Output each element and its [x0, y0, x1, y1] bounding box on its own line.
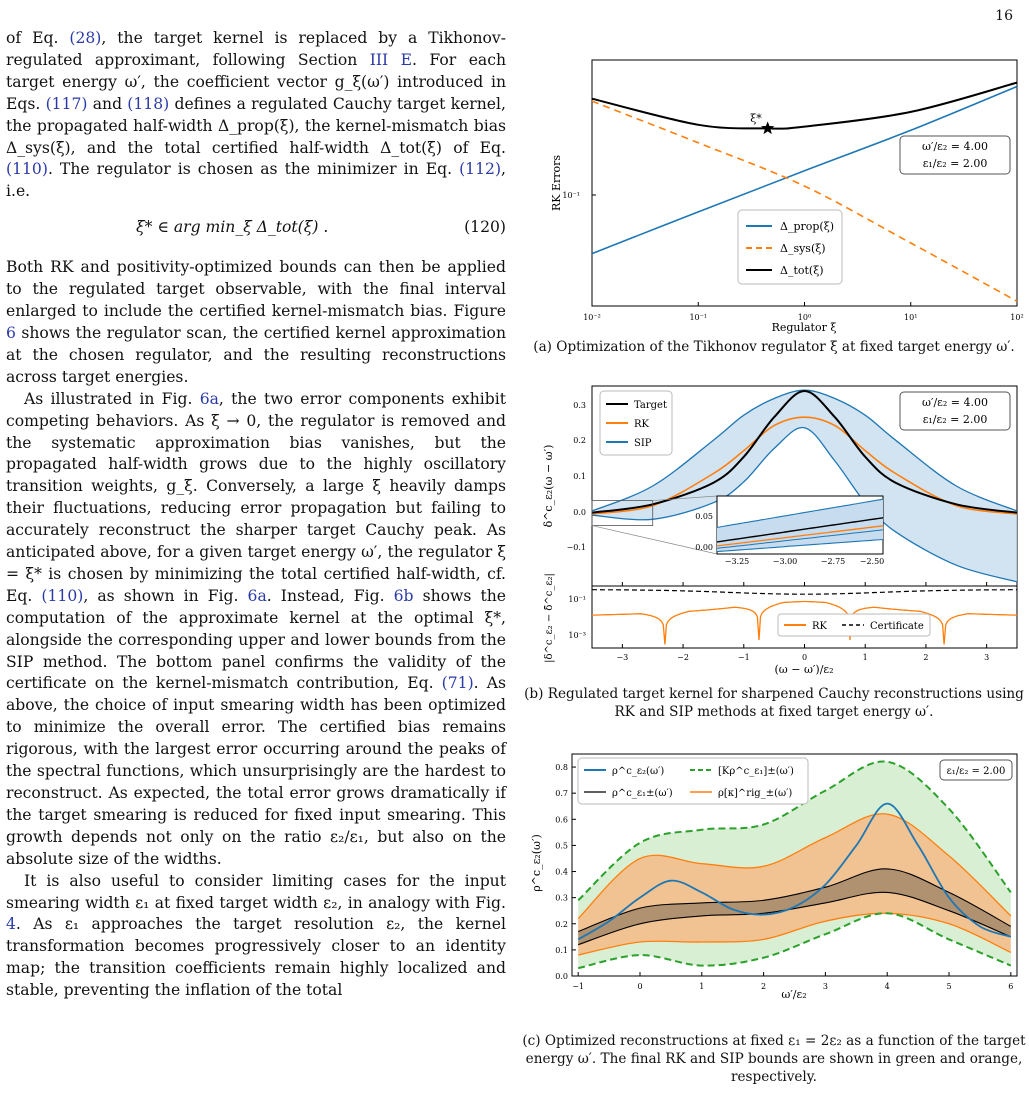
xtick-label: 10⁻² [583, 313, 601, 322]
eq-ref[interactable]: (110) [41, 586, 84, 605]
eq-ref[interactable]: (112) [459, 160, 502, 179]
ytick-label: 0.5 [555, 841, 568, 851]
inset-xtick: −3.00 [772, 557, 798, 566]
paragraph-1: of Eq. (28), the target kernel is replaced by a Tikhonov-regulated approximant, following Section III E. For each target energy ω′, the coefficient vector g_ξ(ω′) introduced in Eqs. (117) and (118) defines a regulated Cauchy target kernel, the propagated half-width Δ_prop(ξ), the kernel-mismatch bias Δ_sys(ξ), and the total certified half-width Δ_tot(ξ) of Eq. (110). The regulator is chosen as the minimizer in Eq. (112), i.e. [6, 29, 506, 201]
legend [738, 210, 842, 284]
figure-6a [520, 50, 1028, 335]
caption-6c: (c) Optimized reconstructions at fixed ε₁ = 2ε₂ as a function of the target energy ω′. The final RK and SIP bounds are shown in green and orange, respectively. [522, 1033, 1026, 1085]
y-axis-label [550, 155, 563, 211]
ytick-label: 0.1 [573, 472, 586, 481]
ylabel-bottom: |δ^c_ε₂ − δ̄^c_ε₂| [544, 573, 555, 663]
figure-6c [520, 748, 1028, 1003]
inset [695, 496, 884, 566]
xtick-label: 0 [801, 653, 808, 662]
xtick-label: 10⁰ [797, 313, 812, 322]
xlabel: ω′/ε₂ [781, 988, 807, 1001]
xtick-label: 4 [884, 982, 890, 991]
xtick-label: 2 [761, 982, 767, 991]
info-line-1: ω′/ε₂ = 4.00 [922, 140, 988, 153]
ytick-label: 0.1 [555, 945, 568, 955]
legend-label: Certificate [870, 621, 924, 632]
paragraph-4: It is also useful to consider limiting cases for the input smearing width ε₁ at fixed target width ε₂, in analogy with Fig. 4. As ε₁ approaches the target resolution ε₂, the kernel transformation becomes progressively closer to an identity map; the transition coefficients remain highly localized and stable, preventing the inflation of the total [6, 871, 506, 1000]
xi-star-annotation: ξ* [750, 112, 762, 125]
certificate-line [592, 590, 1017, 595]
ylabel: ρ^c_ε₂(ω′) [530, 834, 543, 892]
ytick-label: −0.1 [566, 543, 586, 552]
xtick-label: 6 [1008, 982, 1014, 991]
xtick-label: 1 [699, 982, 705, 991]
inset-ytick: 0.05 [695, 512, 713, 521]
legend-label: Δ_prop(ξ) [780, 220, 835, 233]
inset-ytick: 0.00 [695, 543, 713, 552]
figure-6b [520, 378, 1028, 678]
paragraph-2: Both RK and positivity-optimized bounds can then be applied to the regulated target observable, with the final interval enlarged to include the certified kernel-mismatch bias. Figure 6 shows the regulator scan, the certified kernel approximation at the chosen regulator, and the resulting reconstructions across target energies. [6, 258, 506, 386]
xtick-label: −1 [737, 653, 750, 662]
ytick-label: 0.3 [573, 401, 586, 410]
legend-bottom [778, 614, 930, 636]
xtick-label: 10¹ [904, 313, 918, 322]
xtick-label: −3 [616, 653, 629, 662]
section-ref[interactable]: III E [369, 50, 413, 69]
inset-xtick: −3.25 [724, 557, 750, 566]
body-text [6, 28, 506, 1002]
paragraph-3: As illustrated in Fig. 6a, the two error components exhibit competing behaviors. As ξ → 0, the regulator is removed and the systematic approximation bias vanishes, but the propagated half-width grows due to the highly oscillatory transition weights, g_ξ. Conversely, a large ξ heavily damps their fluctuations, reducing error propagation but failing to accurately reconstruct the sharper target Cauchy peak. As anticipated above, for a given target energy ω′, the regulator ξ = ξ* is chosen by minimizing the total certified half-width, cf. Eq. (110), as shown in Fig. 6a. Instead, Fig. 6b shows the computation of the approximate kernel at the optimal ξ*, alongside the corresponding upper and lower bounds from the SIP method. The bottom panel confirms the validity of the certificate on the kernel-mismatch contribution, Eq. (71). As above, the choice of input smearing width has been optimized to minimize the overall error. The certified bias remains rigorous, with the largest error occurring around the peaks of the spectral functions, which unsurprisingly are the hardest to reconstruct. As expected, the total error grows dramatically if the target smearing is reduced for fixed input smearing. This growth depends not only on the ratio ε₂/ε₁, but also on the absolute size of the widths. [6, 389, 506, 868]
ytick-label: 10⁻³ [568, 631, 586, 640]
info-line-2: ε₁/ε₂ = 2.00 [922, 413, 988, 426]
legend-label: Δ_sys(ξ) [780, 242, 826, 255]
ytick-label: 0.4 [555, 867, 568, 877]
legend-label: RK [634, 419, 649, 430]
figure-ref[interactable]: 6 [6, 323, 16, 342]
ytick-label: 0.8 [555, 763, 568, 773]
ytick-label: 0.7 [555, 789, 568, 799]
ytick-label: 10⁻¹ [562, 191, 580, 200]
delta-tot-line [592, 83, 1017, 129]
legend-label: ρ^c_ε₁±(ω′) [612, 788, 673, 799]
ytick-label: 0.0 [573, 508, 586, 517]
legend-label: SIP [634, 438, 652, 449]
ytick-label: 0.2 [555, 919, 568, 929]
legend-label: Target [634, 400, 667, 411]
xtick-label: 3 [984, 653, 990, 662]
legend [578, 758, 808, 804]
legend-label: Δ_tot(ξ) [780, 264, 824, 277]
legend-label: ρ[κ]^rig_±(ω′) [718, 788, 793, 799]
figure-ref[interactable]: 6a [199, 389, 219, 408]
eq-ref[interactable]: (118) [127, 94, 170, 113]
xtick-label: 1 [862, 653, 868, 662]
ytick-label: 0.0 [555, 972, 568, 981]
xlabel: (ω − ω′)/ε₂ [774, 663, 834, 676]
caption-6b: (b) Regulated target kernel for sharpened Cauchy reconstructions using RK and SIP methods at fixed target energy ω′. [524, 686, 1024, 720]
equation-number: (120) [464, 218, 506, 237]
xtick-label: 2 [923, 653, 929, 662]
eq-ref[interactable]: (117) [45, 94, 88, 113]
xi-star-marker [761, 121, 774, 134]
inset-xtick: −2.75 [820, 557, 846, 566]
legend-top [600, 391, 672, 455]
eq-ref[interactable]: (28) [69, 29, 102, 47]
equation-120 [6, 209, 506, 247]
info-line-1: ε₁/ε₂ = 2.00 [946, 766, 1006, 777]
figure-ref[interactable]: 6a [247, 586, 267, 605]
info-line-1: ω′/ε₂ = 4.00 [922, 396, 988, 409]
axis-ticks [567, 401, 586, 640]
ytick-label: 10⁻¹ [568, 595, 586, 604]
xtick-label: 0 [637, 982, 643, 991]
ylabel-top: δ^c_ε₂(ω − ω′) [542, 444, 555, 528]
figure-ref[interactable]: 4 [6, 915, 16, 934]
eq-ref[interactable]: (110) [6, 160, 48, 179]
ylabel: RK Errors [550, 154, 563, 212]
xtick-label: 3 [822, 982, 828, 991]
equation-body: ξ* ∈ arg min_ξ Δ_tot(ξ) . [136, 218, 329, 237]
xlabel: Regulator ξ [771, 321, 837, 334]
xtick-label: −2 [677, 653, 689, 662]
info-line-2: ε₁/ε₂ = 2.00 [922, 157, 988, 170]
eq-ref[interactable]: (71) [441, 674, 474, 693]
xtick-label: 5 [946, 982, 952, 991]
ytick-label: 0.6 [555, 815, 568, 825]
xtick-label: 10⁻¹ [689, 313, 708, 322]
legend-label: ρ^c_ε₂(ω′) [612, 766, 665, 777]
xtick-label: 10² [1010, 313, 1024, 322]
xtick-label: −1 [572, 982, 585, 991]
ytick-label: 0.3 [555, 893, 568, 903]
ytick-label: 0.2 [573, 436, 586, 445]
x-ticks [583, 302, 1024, 322]
legend-label: [Kρ^c_ε₁]±(ω′) [718, 766, 794, 777]
figure-ref[interactable]: 6b [393, 586, 414, 605]
page-number: 16 [995, 8, 1013, 24]
inset-xtick: −2.50 [859, 557, 885, 566]
legend-label: RK [812, 621, 827, 632]
caption-6a: (a) Optimization of the Tikhonov regulator ξ at fixed target energy ω′. [533, 339, 1015, 355]
